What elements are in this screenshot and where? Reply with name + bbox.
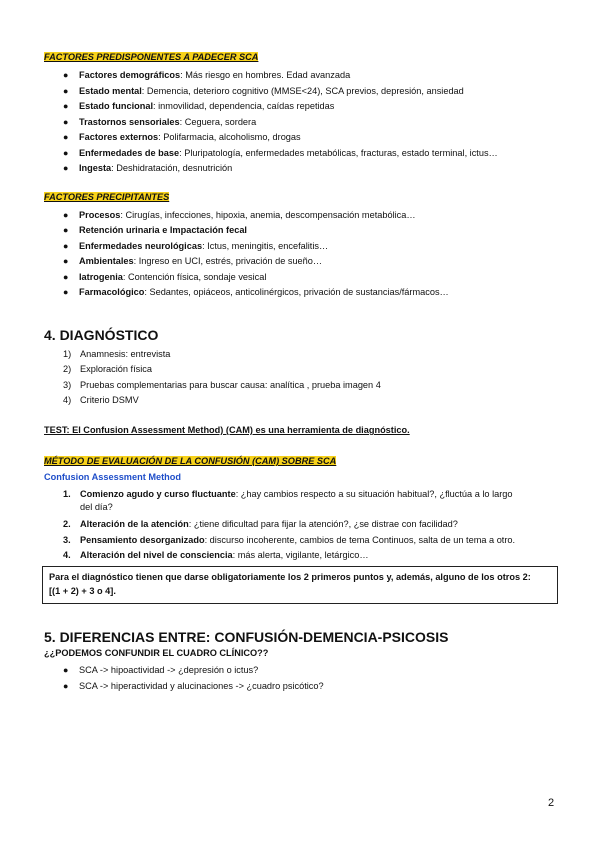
bullet-icon: ● [63,117,69,127]
test-line: TEST: El Confusion Assessment Method) (CAM) es una herramienta de diagnóstico. [44,425,410,435]
list-item: 2. Alteración de la atención: ¿tiene dificultad para fijar la atención?, ¿se distrae con facilidad? [63,519,458,529]
list-item: ● Estado funcional: inmovilidad, dependencia, caídas repetidas [63,101,335,111]
list-item: ● SCA -> hiperactividad y alucinaciones -> ¿cuadro psicótico? [63,681,324,691]
list-item: 4. Alteración del nivel de consciencia: más alerta, vigilante, letárgico… [63,550,369,560]
bullet-icon: ● [63,665,69,675]
list-item: ● Farmacológico: Sedantes, opiáceos, anticolinérgicos, privación de sustancias/fármacos… [63,287,449,297]
bullet-icon: ● [63,132,69,142]
section-title-cam: MÉTODO DE EVALUACIÓN DE LA CONFUSIÓN (CAM) SOBRE SCA [44,456,337,466]
question: ¿¿PODEMOS CONFUNDIR EL CUADRO CLÍNICO?? [44,648,269,658]
list-item: ● Ambientales: Ingreso en UCI, estrés, privación de sueño… [63,256,323,266]
bullet-icon: ● [63,86,69,96]
list-item: ● Estado mental: Demencia, deterioro cognitivo (MMSE<24), SCA previos, depresión, ansiedad [63,86,464,96]
bullet-icon: ● [63,681,69,691]
list-item: 2) Exploración física [63,364,153,374]
list-item: ● Trastornos sensoriales: Ceguera, sordera [63,117,257,127]
bullet-icon: ● [63,272,69,282]
heading-diagnostico: 4. DIAGNÓSTICO [44,327,159,343]
heading-diferencias: 5. DIFERENCIAS ENTRE: CONFUSIÓN-DEMENCIA-PSICOSIS [44,629,449,645]
bullet-icon: ● [63,148,69,158]
bullet-icon: ● [63,101,69,111]
bullet-icon: ● [63,70,69,80]
list-item: 1) Anamnesis: entrevista [63,349,171,359]
list-item: ● Retención urinaria e Impactación fecal [63,225,247,235]
list-item: 4) Criterio DSMV [63,395,139,405]
criteria-line-1: Para el diagnóstico tienen que darse obligatoriamente los 2 primeros puntos y, además, alguno de los otros 2: [49,572,531,582]
list-item: ● Enfermedades neurológicas: Ictus, meningitis, encefalitis… [63,241,329,251]
bullet-icon: ● [63,241,69,251]
list-item: ● Factores demográficos: Más riesgo en hombres. Edad avanzada [63,70,351,80]
bullet-icon: ● [63,287,69,297]
criteria-box [42,566,558,604]
list-item: ● Ingesta: Deshidratación, desnutrición [63,163,233,173]
bullet-icon: ● [63,225,69,235]
criteria-line-2: [(1 + 2) + 3 o 4]. [49,586,116,596]
section-title-precipitantes: FACTORES PRECIPITANTES [44,192,170,202]
list-item: ● Enfermedades de base: Pluripatología, enfermedades metabólicas, fracturas, estado terminal, ictus… [63,148,498,158]
list-item: ● Procesos: Cirugías, infecciones, hipoxia, anemia, descompensación metabólica… [63,210,416,220]
section-title-predisponentes: FACTORES PREDISPONENTES A PADECER SCA [44,52,259,62]
list-item: 1. Comienzo agudo y curso fluctuante: ¿hay cambios respecto a su situación habitual?, ¿fluctúa a lo largo [63,489,513,499]
list-item: 3. Pensamiento desorganizado: discurso incoherente, cambios de tema Continuos, salta de un tema a otro. [63,535,516,545]
list-item-continuation: del día? [80,502,113,512]
bullet-icon: ● [63,163,69,173]
list-item: 3) Pruebas complementarias para buscar causa: analítica , prueba imagen 4 [63,380,381,390]
list-item: ● Iatrogenia: Contención física, sondaje vesical [63,272,267,282]
bullet-icon: ● [63,210,69,220]
bullet-icon: ● [63,256,69,266]
page-number: 2 [548,797,555,809]
list-item: ● SCA -> hipoactividad -> ¿depresión o ictus? [63,665,259,675]
list-item: ● Factores externos: Polifarmacia, alcoholismo, drogas [63,132,301,142]
cam-subtitle: Confusion Assessment Method [44,472,181,482]
